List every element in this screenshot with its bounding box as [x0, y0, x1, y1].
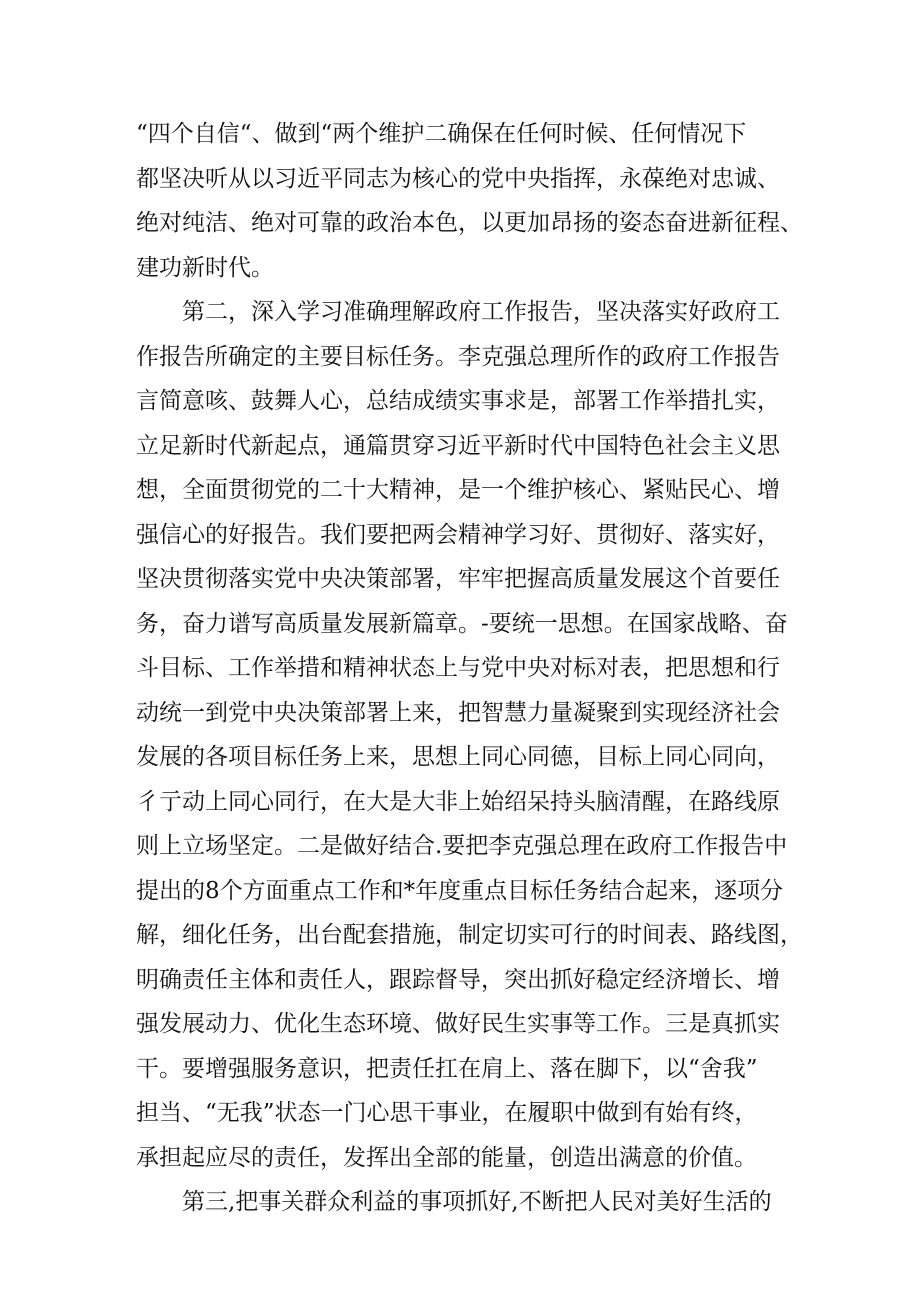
text-line: 言简意咳、鼓舞人心，总结成绩实事求是，部署工作举措扎实，: [136, 388, 780, 414]
text-line: 解，细化任务，出台配套措施，制定切实可行的时间表、路线图，: [136, 922, 803, 948]
text-line: 则上立场坚定。二是做好结合.要把李克强总理在政府工作报告中: [136, 833, 788, 859]
text-line: 建功新时代。: [136, 254, 274, 281]
document-body: [136, 112, 816, 1225]
text-line: 斗目标、工作举措和精神状态上与党中央对标对表，把思想和行: [136, 655, 780, 681]
text-line: 绝对纯洁、绝对可靠的政治本色，以更加昂扬的姿态奋进新征程、: [136, 210, 803, 236]
text-line: 坚决贯彻落实党中央决策部署，牢牢把握高质量发展这个首要任: [136, 566, 780, 592]
text-line: 承担起应尽的责任，发挥出全部的能量，创造出满意的价值。: [136, 1144, 757, 1171]
paragraph-start-line: 第三,把事关群众利益的事项抓好,不断把人民对美好生活的: [182, 1189, 772, 1215]
text-line: “四个自信“、做到“两个维护二确保在任何时候、任何情况下: [136, 121, 747, 147]
text-line: 务，奋力谱写高质量发展新篇章。-要统一思想。在国家战略、奋: [136, 610, 788, 637]
text-line: 干。要增强服务意识，把责任扛在肩上、落在脚下，以“舍我”: [136, 1055, 758, 1082]
text-line: 提出的8个方面重点工作和*年度重点目标任务结合起来，逐项分: [136, 877, 784, 904]
text-line: 强信心的好报告。我们要把两会精神学习好、贯彻好、落实好，: [136, 521, 780, 548]
text-line: 发展的各项目标任务上来，思想上同心同德，目标上同心同向，: [136, 744, 780, 770]
text-line: 立足新时代新起点，通篇贯穿习近平新时代中国特色社会主义思: [136, 432, 780, 459]
paragraph-start-line: 第二，深入学习准确理解政府工作报告，坚决落实好政府工: [182, 299, 780, 325]
text-line: 都坚决听从以习近平同志为核心的党中央指挥，永葆绝对忠诚、: [136, 165, 780, 192]
text-line: 担当、“无我”状态一门心思干事业，在履职中做到有始有终，: [136, 1100, 758, 1126]
text-line: 强发展动力、优化生态环境、做好民生实事等工作。三是真抓实: [136, 1011, 780, 1037]
text-line: 作报告所确定的主要目标任务。李克强总理所作的政府工作报告: [136, 343, 780, 370]
text-line: 明确责任主体和责任人，跟踪督导，突出抓好稳定经济增长、增: [136, 966, 780, 993]
text-line: 动统一到党中央决策部署上来，把智慧力量凝聚到实现经济社会: [136, 699, 780, 726]
text-line: 想，全面贯彻党的二十大精神，是一个维护核心、紧贴民心、增: [136, 477, 780, 503]
text-line: 彳亍动上同心同行，在大是大非上始绍呆持头脑清醒，在路线原: [136, 788, 780, 815]
